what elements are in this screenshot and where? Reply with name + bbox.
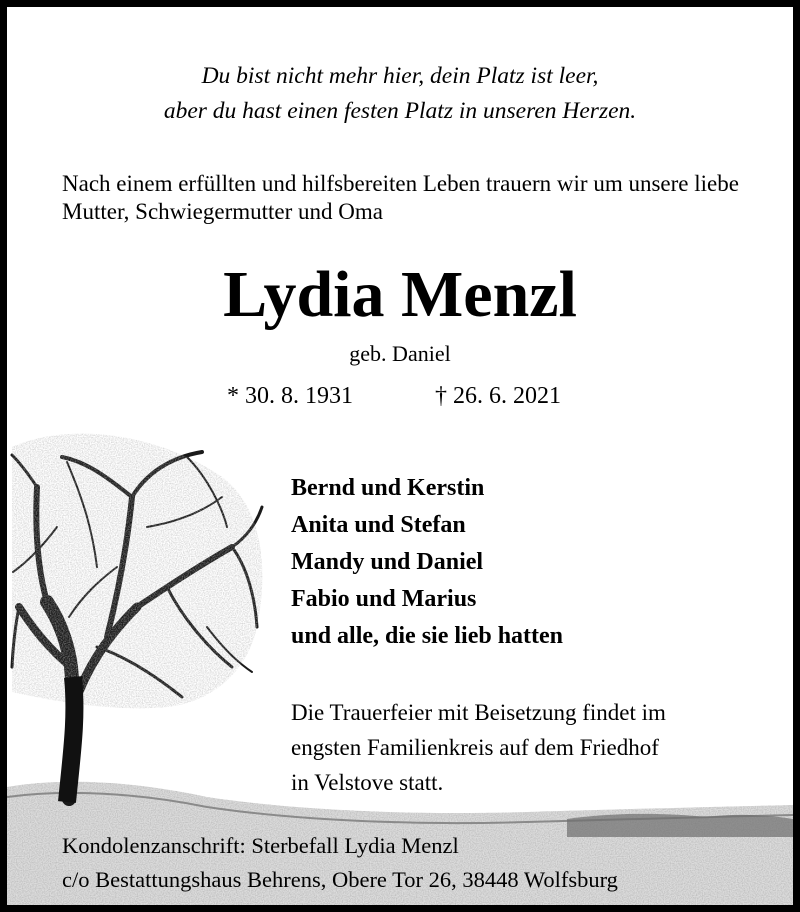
mourner-entry: Bernd und Kerstin <box>291 475 485 501</box>
mourner-entry: Mandy und Daniel <box>291 549 484 575</box>
intro-text: Nach einem erfüllten und hilfsbereiten Leben trauern wir um unsere liebe Mutter, Schwiegermutter und Oma <box>62 171 739 224</box>
poem-line: aber du hast einen festen Platz in unseren Herzen. <box>163 98 637 124</box>
poem-line: Du bist nicht mehr hier, dein Platz ist leer, <box>201 63 599 89</box>
ceremony-line: engsten Familienkreis auf dem Friedhof <box>291 735 659 760</box>
address-line: c/o Bestattungshaus Behrens, Obere Tor 26, 38448 Wolfsburg <box>62 867 618 892</box>
address-line: Kondolenzanschrift: Sterbefall Lydia Menzl <box>62 833 459 858</box>
maiden-name: geb. Daniel <box>349 341 451 366</box>
mourners-list <box>291 470 751 655</box>
deceased-name: Lydia Menzl <box>223 258 577 331</box>
mourner-entry: und alle, die sie lieb hatten <box>291 623 564 649</box>
ceremony-line: in Velstove statt. <box>291 770 444 795</box>
poem <box>7 59 793 129</box>
birth-date: * 30. 8. 1931 <box>227 383 353 409</box>
condolence-address <box>62 829 782 897</box>
ceremony-line: Die Trauerfeier mit Beisetzung findet im <box>291 700 666 725</box>
death-date: † 26. 6. 2021 <box>435 383 561 409</box>
mourner-entry: Anita und Stefan <box>291 512 466 538</box>
ceremony-info <box>291 695 761 800</box>
mourner-entry: Fabio und Marius <box>291 586 477 612</box>
